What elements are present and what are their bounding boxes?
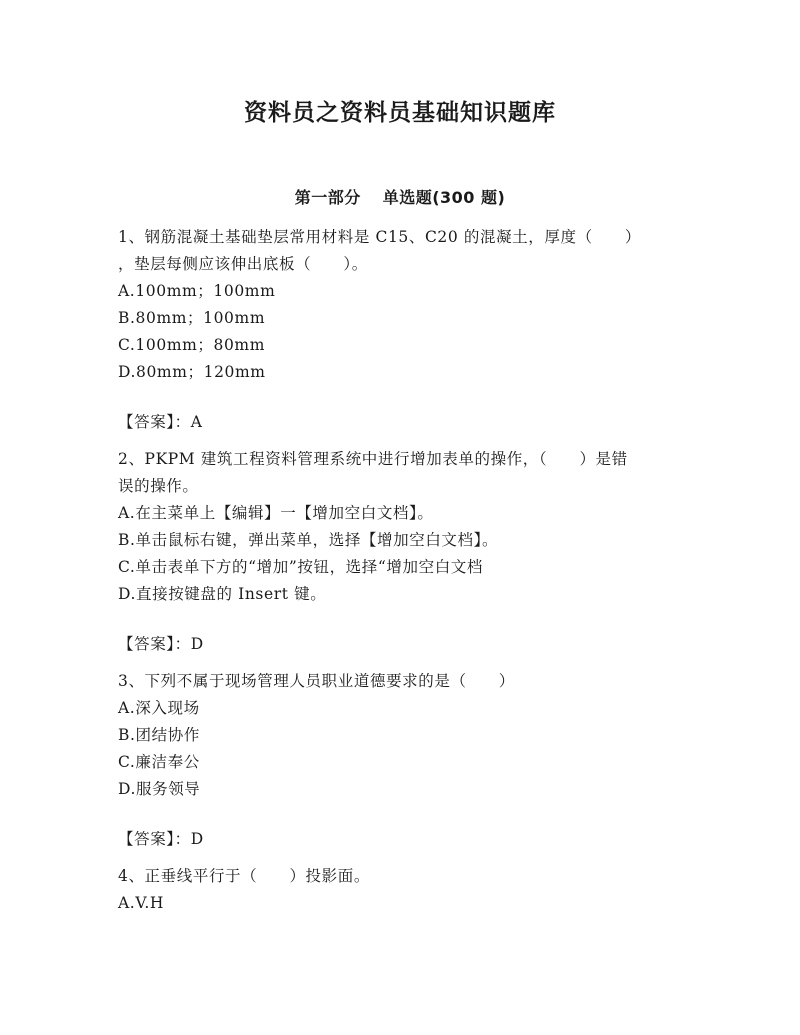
answer-line — [118, 631, 678, 658]
answer-line — [118, 409, 678, 436]
question-stem-line: 1、钢筋混凝土基础垫层常用材料是 C15、C20 的混凝土，厚度（ ） — [118, 228, 641, 246]
question-list — [118, 224, 678, 917]
answer-label: 【答案】： — [118, 830, 191, 848]
section-name: 单选题(300 题) — [382, 188, 506, 207]
answer-value: D — [190, 635, 204, 653]
option-b: B.团结协作 — [118, 726, 200, 744]
question-stem-line: ，垫层每侧应该伸出底板（ ）。 — [118, 255, 368, 273]
option-b: B.单击鼠标右键，弹出菜单，选择【增加空白文档】。 — [118, 531, 499, 549]
option-a: A.深入现场 — [118, 699, 200, 717]
option-a: A.100mm；100mm — [118, 282, 276, 300]
answer-label: 【答案】： — [118, 413, 191, 431]
option-d: D.服务领导 — [118, 780, 201, 798]
answer-value: D — [190, 830, 204, 848]
option-d: D.80mm；120mm — [118, 363, 266, 381]
question-stem-line: 3、下列不属于现场管理人员职业道德要求的是（ ） — [118, 672, 515, 690]
option-c: C.廉洁奉公 — [118, 753, 200, 771]
question-4 — [118, 863, 678, 917]
section-part: 第一部分 — [294, 188, 361, 207]
answer-value: A — [190, 413, 203, 431]
option-a: A.V.H — [118, 894, 165, 912]
question-stem-line: 2、PKPM 建筑工程资料管理系统中进行增加表单的操作，（ ）是错 — [118, 450, 628, 468]
question-1 — [118, 224, 678, 436]
option-d: D.直接按键盘的 Insert 键。 — [118, 585, 327, 603]
answer-label: 【答案】： — [118, 635, 191, 653]
option-a: A.在主菜单上【编辑】一【增加空白文档】。 — [118, 504, 434, 522]
question-stem-line: 误的操作。 — [118, 477, 199, 495]
option-c: C.100mm；80mm — [118, 336, 266, 354]
question-3 — [118, 668, 678, 853]
option-c: C.单击表单下方的“增加”按钮，选择“增加空白文档 — [118, 558, 484, 576]
answer-line — [118, 826, 678, 853]
document-title: 资料员之资料员基础知识题库 — [244, 100, 556, 126]
question-2 — [118, 446, 678, 658]
section-title — [0, 185, 800, 208]
option-b: B.80mm；100mm — [118, 309, 266, 327]
question-stem-line: 4、正垂线平行于（ ）投影面。 — [118, 867, 370, 885]
